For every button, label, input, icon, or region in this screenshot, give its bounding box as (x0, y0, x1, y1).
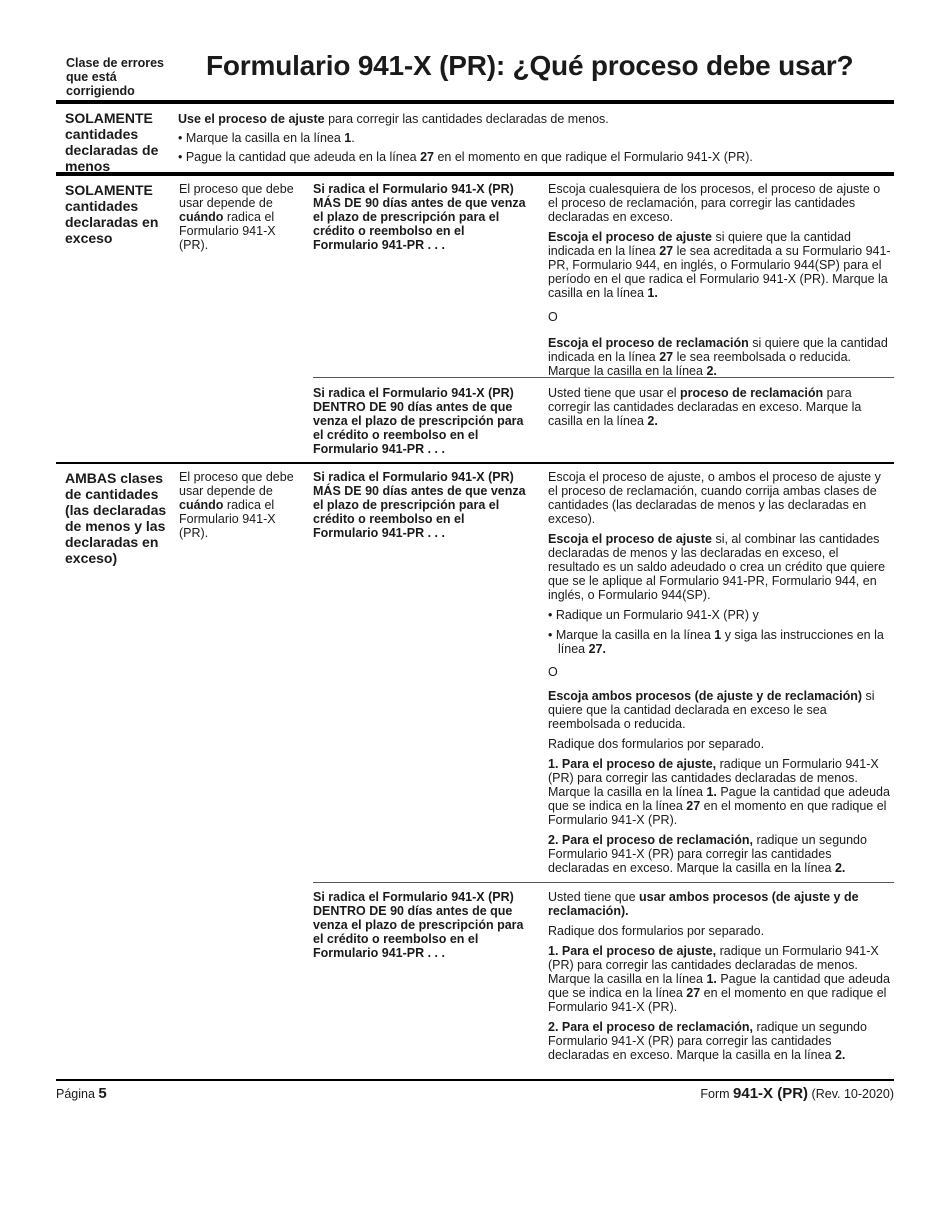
result-both-more (548, 470, 892, 881)
over-more-p1: Escoja cualesquiera de los procesos, el proceso de ajuste o el proceso de reclamación, para corregir las cantidades declaradas en exceso. (548, 182, 881, 224)
section-underreported (56, 104, 894, 172)
both-more-bullet-1: • Radique un Formulario 941-X (PR) y (548, 608, 759, 622)
under-line-1: Use el proceso de ajuste para corregir las cantidades declaradas de menos. (178, 112, 609, 126)
section-both (56, 464, 894, 1076)
result-over-within: Usted tiene que usar el proceso de reclamación para corregir las cantidades declaradas en exceso. Marque la casilla en la línea 2. (548, 386, 862, 428)
correcting-label: Clase de errores que está corrigiendo (66, 56, 164, 98)
category-both: AMBAS clases de cantidades (las declaradas de menos y las declaradas en exceso) (65, 470, 167, 566)
under-line-3: • Pague la cantidad que adeuda en la línea 27 en el momento en que radique el Formulario 941-X (PR). (178, 150, 753, 164)
under-instructions (178, 112, 888, 169)
both-more-p5: 1. Para el proceso de ajuste, radique un Formulario 941-X (PR) para corregir las cantidades declaradas de menos. Marque la casilla en la línea 1. Pague la cantidad que adeuda que se indica en la línea 27 en el momento en que radique el Formulario 941-X (PR). (548, 757, 890, 827)
both-more-p2: Escoja el proceso de ajuste si, al combinar las cantidades declaradas de menos y las declaradas en exceso, el resultado es un saldo adeudado o crea un crédito que quiere que se le aplique al Formulario 941-PR, Formulario 944, en inglés, o Formulario 944(SP). (548, 532, 886, 602)
both-more-p4: Radique dos formularios por separado. (548, 737, 765, 751)
condition-over-within: Si radica el Formulario 941-X (PR) DENTRO DE 90 días antes de que venza el plazo de prescripción para el crédito o reembolso en el Formulario 941-PR . . . (313, 386, 524, 456)
over-more-p3: Escoja el proceso de reclamación si quiere que la cantidad indicada en la línea 27 le sea reembolsada o reducida. Marque la casilla en la línea 2. (548, 336, 888, 378)
both-within-p2: Radique dos formularios por separado. (548, 924, 765, 938)
page-header (56, 50, 894, 100)
both-more-p1: Escoja el proceso de ajuste, o ambos el proceso de ajuste y el proceso de reclamación, cuando corrija ambas clases de cantidades (las declaradas de menos y las declaradas en exceso). (548, 470, 881, 526)
form-identifier: Form 941-X (PR) (Rev. 10-2020) (700, 1085, 894, 1102)
form-page (56, 50, 894, 1076)
result-both-within (548, 890, 892, 1068)
result-over-more (548, 182, 892, 384)
page-title: Formulario 941-X (PR): ¿Qué proceso debe usar? (206, 50, 854, 81)
page-number: Página 5 (56, 1085, 107, 1102)
both-within-p4: 2. Para el proceso de reclamación, radique un segundo Formulario 941-X (PR) para corregir las cantidades declaradas en exceso. Marque la casilla en la línea 2. (548, 1020, 867, 1062)
condition-over-more: Si radica el Formulario 941-X (PR) MÁS DE 90 días antes de que venza el plazo de prescripción para el crédito o reembolso en el Formulario 941-PR . . . (313, 182, 526, 252)
both-more-bullet-2: • Marque la casilla en la línea 1 y siga las instrucciones en la línea 27. (548, 628, 884, 656)
category-under: SOLAMENTE cantidades declaradas de menos (65, 110, 159, 174)
both-more-p3: Escoja ambos procesos (de ajuste y de reclamación) si quiere que la cantidad declarada en exceso le sea reembolsada o reducida. (548, 689, 875, 731)
both-within-p3: 1. Para el proceso de ajuste, radique un Formulario 941-X (PR) para corregir las cantidades declaradas de menos. Marque la casilla en la línea 1. Pague la cantidad que adeuda que se indica en la línea 27 en el momento en que radique el Formulario 941-X (PR). (548, 944, 890, 1014)
over-more-p2: Escoja el proceso de ajuste si quiere que la cantidad indicada en la línea 27 le sea acreditada a su Formulario 941-PR, Formulario 944, en inglés, o Formulario 944(SP) para el período en el que radica el Formulario 941-X (PR). Marque la casilla en la línea 1. (548, 230, 891, 300)
category-over: SOLAMENTE cantidades declaradas en exceso (65, 182, 159, 246)
under-line-2: • Marque la casilla en la línea 1. (178, 131, 355, 145)
section-overreported (56, 176, 894, 462)
condition-both-more: Si radica el Formulario 941-X (PR) MÁS DE 90 días antes de que venza el plazo de prescripción para el crédito o reembolso en el Formulario 941-PR . . . (313, 470, 526, 540)
both-more-or: O (548, 665, 558, 679)
over-divider (313, 377, 894, 378)
page-footer (56, 1079, 894, 1102)
both-within-p1: Usted tiene que usar ambos procesos (de ajuste y de reclamación). (548, 890, 859, 918)
both-divider (313, 882, 894, 883)
depends-note-both: El proceso que debe usar depende de cuándo radica el Formulario 941-X (PR). (179, 470, 294, 540)
depends-note-over: El proceso que debe usar depende de cuándo radica el Formulario 941-X (PR). (179, 182, 294, 252)
condition-both-within: Si radica el Formulario 941-X (PR) DENTRO DE 90 días antes de que venza el plazo de prescripción para el crédito o reembolso en el Formulario 941-PR . . . (313, 890, 524, 960)
over-more-or: O (548, 310, 558, 324)
both-more-p6: 2. Para el proceso de reclamación, radique un segundo Formulario 941-X (PR) para corregir las cantidades declaradas en exceso. Marque la casilla en la línea 2. (548, 833, 867, 875)
